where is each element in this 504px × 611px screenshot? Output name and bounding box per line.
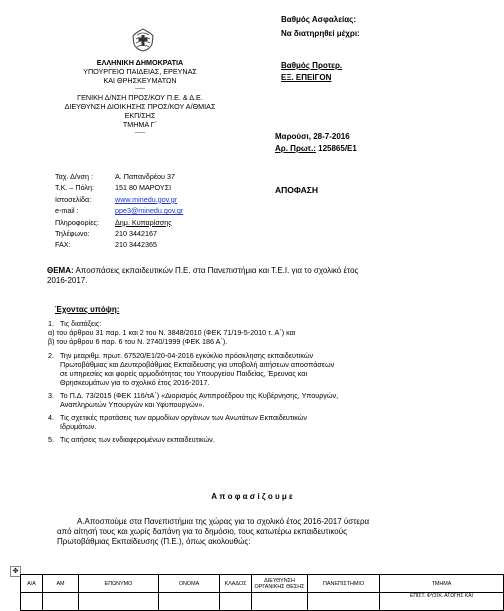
contact-row	[55, 240, 255, 251]
subject-line-1: Αποσπάσεις εκπαιδευτικών Π.Ε. στα Πανεπιστήμια και Τ.Ε.Ι. για το σχολικό έτος	[73, 266, 359, 275]
item-number: 2.	[48, 351, 54, 360]
table-header-row	[21, 575, 504, 593]
decide-heading: Α π ο φ α σ ί ζ ο υ μ ε	[211, 492, 293, 501]
list-item	[48, 391, 468, 409]
contact-label: Τηλέφωνο:	[55, 228, 90, 238]
table-cell: ΕΠΙΣΤ. ΦΥΣΙΚ. ΑΓΩΓΗΣ ΚΑΙ	[380, 593, 504, 611]
contact-value: 210 3442365	[115, 240, 157, 250]
item-line: Τις διατάξεις:	[60, 319, 102, 328]
table-header-cell: ΔΙΕΥΘΥΝΣΗ ΟΡΓΑΝΙΚΗΣ ΘΕΣΗΣ	[252, 575, 308, 593]
republic-title: ΕΛΛΗΝΙΚΗ ΔΗΜΟΚΡΑΤΙΑ	[96, 58, 184, 67]
contact-row	[55, 218, 255, 229]
item-line: Την μεαριθμ. πρωτ. 67520/Ε1/20-04-2016 εγκύκλιο πρόσκλησης εκπαιδευτικών	[60, 351, 314, 360]
decide-line-3: Πρωτοβάθμιας Εκπαίδευσης (Π.Ε.), όπως ακολουθώς:	[57, 537, 251, 546]
protocol-value: 125865/Ε1	[318, 144, 357, 153]
list-item	[48, 435, 468, 444]
item-line: Αναπληρωτών Υπουργών και Υφυπουργών».	[60, 400, 205, 409]
teachers-table	[20, 574, 504, 611]
list-item	[48, 319, 468, 346]
considering-heading: Έχοντας υπόψη:	[55, 305, 120, 314]
item-line: Θρησκευμάτων για το σχολικό έτος 2016-2017.	[60, 378, 210, 387]
table-header-cell: ΕΠΩΝΥΜΟ	[79, 575, 159, 593]
item-number: 3.	[48, 391, 54, 400]
email-link[interactable]: ppe3@minedu.gov.gr	[115, 206, 184, 216]
decision-title: ΑΠΟΦΑΣΗ	[275, 185, 319, 195]
decide-line-2: από αίτησή τους και χωρίς δαπάνη για το δημόσιο, τους κατωτέρω εκπαιδευτικούς	[57, 527, 347, 536]
contact-row	[55, 183, 255, 194]
decide-paragraph	[57, 517, 471, 547]
contact-value: Α. Παπανδρέου 37	[115, 172, 175, 181]
item-number: 5.	[48, 435, 54, 444]
table-cell	[220, 593, 252, 611]
table-header-cell: ΤΜΗΜΑ	[380, 575, 504, 593]
table-cell	[79, 593, 159, 611]
ministry-line-1: ΥΠΟΥΡΓΕΙΟ ΠΑΙΔΕΙΑΣ, ΕΡΕΥΝΑΣ	[83, 67, 197, 76]
item-number: 4.	[48, 413, 54, 422]
security-level-label: Βαθμός Ασφαλείας:	[281, 15, 356, 24]
separator-2: -----	[135, 130, 145, 136]
greek-emblem-icon	[131, 28, 155, 52]
retention-label: Να διατηρηθεί μέχρι:	[281, 29, 360, 38]
protocol-number	[275, 144, 357, 154]
table-header-cell: ΟΝΟΜΑ	[159, 575, 220, 593]
contact-list	[55, 172, 255, 252]
item-line: Πρωτοβάθμιας και Δευτεροβάθμιας Εκπαίδευσης για υποβολή αιτήσεων αποσπάσεων	[60, 360, 335, 369]
list-item	[48, 351, 468, 387]
item-line: Τις αιτήσεις των ενδιαφερομένων εκπαιδευτικών.	[60, 435, 215, 444]
contact-row	[55, 206, 255, 217]
subject-label: ΘΕΜΑ:	[47, 266, 74, 275]
item-line: β) του άρθρου 6 παρ. 6 του Ν. 2740/1999 (ΦΕΚ 186 Α΄).	[48, 337, 228, 346]
list-item	[48, 413, 468, 431]
item-line: Τις σχετικές προτάσεις των αρμοδίων οργάνων των Ανωτάτων Εκπαιδευτικών	[60, 413, 307, 422]
table-header-cell: ΠΑΝΕΠΙΣΤΗΜΙΟ	[308, 575, 380, 593]
contact-label: Ιστοσελίδα:	[55, 194, 92, 204]
contact-label: Ταχ. Δ/νση :	[55, 172, 93, 181]
table-cell	[308, 593, 380, 611]
item-number: 1.	[48, 319, 54, 328]
priority-value: ΕΞ. ΕΠΕΙΓΟΝ	[281, 73, 332, 82]
contact-row	[55, 195, 255, 206]
contact-row	[55, 229, 255, 240]
item-line: σε υπηρεσίες και φορείς αρμοδιότητας του Υπουργείου Παιδείας, Έρευνας και	[60, 369, 308, 378]
department: ΤΜΗΜΑ Γ΄	[122, 120, 158, 129]
item-line: Το Π.Δ. 73/2015 (ΦΕΚ 116/τΑ΄) «Διορισμός Αντιπροέδρου της Κυβέρνησης, Υπουργών,	[60, 391, 339, 400]
table-header-cell: Α/Α	[21, 575, 43, 593]
separator-1: -----	[135, 86, 145, 92]
considering-list	[48, 319, 468, 444]
priority-label-text: Βαθμός Προτερ.	[281, 61, 343, 70]
contact-label: FAX:	[55, 240, 71, 250]
table-move-handle[interactable]: ✥	[10, 566, 21, 577]
contact-label: e-mail :	[55, 206, 79, 216]
table-cell	[21, 593, 43, 611]
item-line: α) του άρθρου 31 παρ. 1 και 2 του Ν. 3848/2010 (ΦΕΚ 71/19-5-2010 τ. Α΄) και	[48, 328, 296, 337]
place-date: Μαρούσι, 28-7-2016	[275, 132, 350, 141]
general-directorate: ΓΕΝΙΚΗ Δ/ΝΣΗ ΠΡΟΣ/ΚΟΥ Π.Ε. & Δ.Ε.	[77, 93, 203, 102]
ministry-header	[40, 58, 240, 137]
table-header-cell: ΚΛΑΔΟΣ	[220, 575, 252, 593]
protocol-label: Αρ. Πρωτ.:	[275, 144, 316, 153]
item-line: Ιδρυμάτων.	[60, 422, 97, 431]
directorate: ΔΙΕΥΘΥΝΣΗ ΔΙΟΙΚΗΣΗΣ ΠΡΟΣ/ΚΟΥ Α/ΘΜΙΑΣ	[64, 102, 216, 111]
table-header-cell: ΑΜ	[43, 575, 79, 593]
contact-label: Πληροφορίες:	[55, 217, 99, 227]
decide-line-1: Α.Αποσπούμε στα Πανεπιστήμια της χώρας για το σχολικό έτος 2016-2017 ύστερα	[77, 517, 370, 526]
contact-label: Τ.Κ. – Πόλη:	[55, 183, 95, 193]
contact-row	[55, 172, 255, 183]
contact-value: 151 80 ΜΑΡΟΥΣΙ	[115, 183, 172, 193]
table-row	[21, 593, 504, 611]
table-cell	[159, 593, 220, 611]
ministry-line-2: ΚΑΙ ΘΡΗΣΚΕΥΜΑΤΩΝ	[103, 76, 177, 85]
website-link[interactable]: www.minedu.gov.gr	[115, 194, 178, 204]
subject-line-2: 2016-2017.	[47, 276, 88, 285]
directorate-line-2: ΕΚΠ/ΣΗΣ	[124, 111, 156, 120]
table-cell	[252, 593, 308, 611]
subject-block	[47, 266, 472, 286]
contact-value: 210 3442167	[115, 228, 157, 238]
table-cell	[43, 593, 79, 611]
priority-label	[281, 61, 342, 71]
contact-value: Δημ. Κυπαρίσσης	[115, 217, 172, 227]
